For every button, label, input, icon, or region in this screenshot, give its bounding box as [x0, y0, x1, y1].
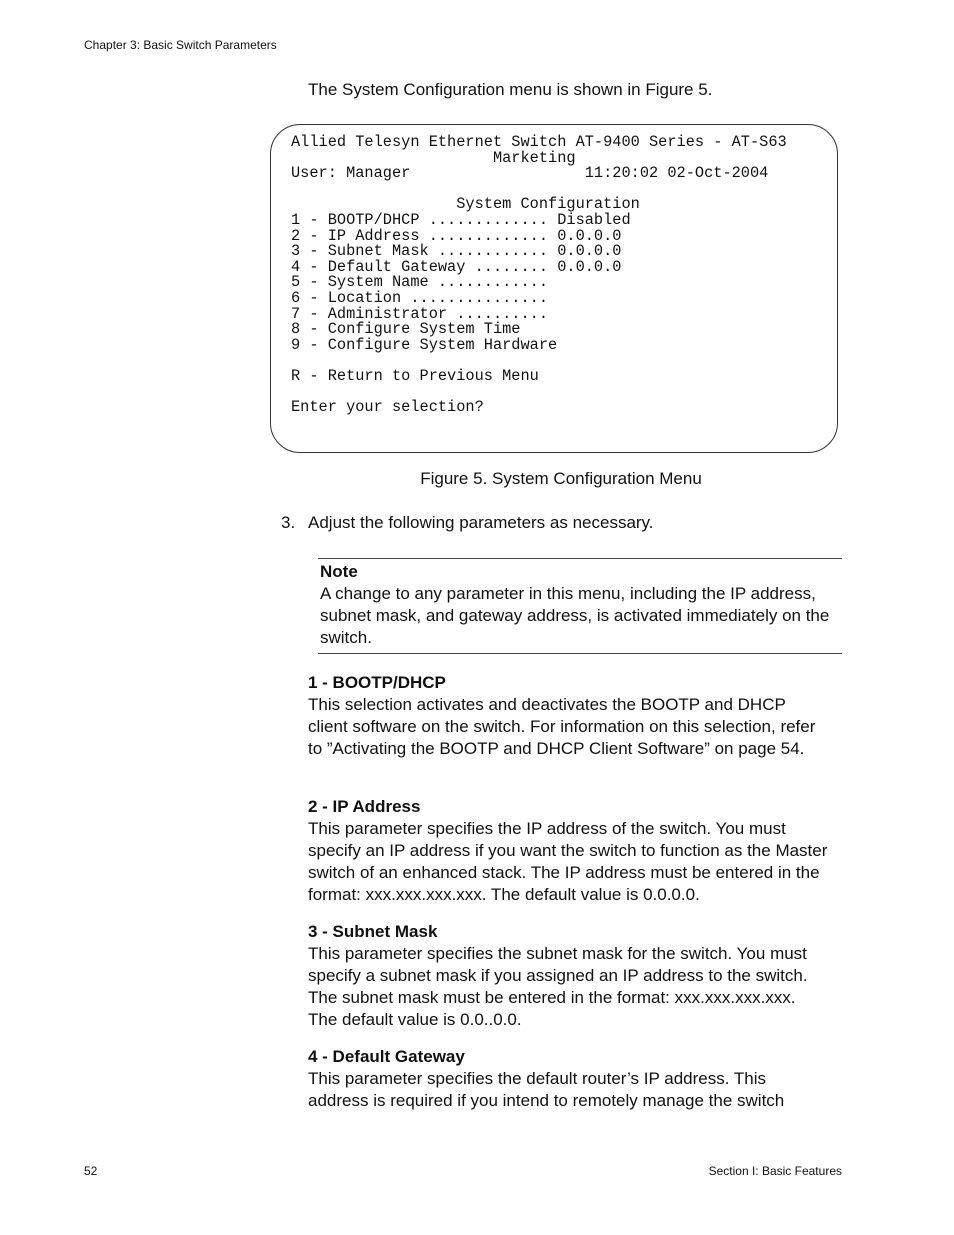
terminal-line: R - Return to Previous Menu: [291, 366, 539, 385]
step-number: 3.: [281, 513, 296, 532]
section-text: This parameter specifies the default router’s IP address. This address is required if you intend to remotely manage the switch: [308, 1069, 785, 1110]
terminal-line: Allied Telesyn Ethernet Switch AT-9400 Series - AT-S63: [291, 133, 787, 151]
section-ip-address: [308, 796, 828, 906]
figure-caption: Figure 5. System Configuration Menu: [420, 469, 702, 488]
running-header: Chapter 3: Basic Switch Parameters: [84, 38, 277, 52]
terminal-line: 1 - BOOTP/DHCP ............. Disabled: [291, 210, 631, 229]
section-text: This parameter specifies the IP address of the switch. You must specify an IP address if you want the switch to function as the Master switch of an enhanced stack. The IP address must be entered in the format: xxx.xxx.xxx.xxx. The default value is 0.0.0.0.: [308, 819, 828, 904]
section-subnet-mask: [308, 921, 828, 1031]
note-box: [318, 558, 842, 654]
terminal-line: System Configuration: [291, 195, 640, 214]
step-text: Adjust the following parameters as necessary.: [308, 513, 654, 532]
terminal-line: 7 - Administrator ..........: [291, 304, 549, 323]
section-title: 2 - IP Address: [308, 797, 421, 816]
terminal-line: 3 - Subnet Mask ............ 0.0.0.0: [291, 242, 622, 261]
page-number: 52: [84, 1164, 98, 1178]
step-3: [281, 513, 654, 533]
terminal-line: 9 - Configure System Hardware: [291, 335, 558, 354]
section-text: This selection activates and deactivates the BOOTP and DHCP client software on the switch. For information on this selection, refer to ”Activating the BOOTP and DHCP Client Software” on page 54.: [308, 695, 816, 758]
section-bootp-dhcp: [308, 672, 828, 760]
section-title: 4 - Default Gateway: [308, 1047, 465, 1066]
section-title: 1 - BOOTP/DHCP: [308, 673, 446, 692]
section-text: This parameter specifies the subnet mask for the switch. You must specify a subnet mask if you assigned an IP address to the switch. The subnet mask must be entered in the format: xxx.xxx.xxx.xxx. The default value is 0.0..0.0.: [308, 944, 808, 1029]
note-title: Note: [320, 562, 358, 581]
section-default-gateway: [308, 1046, 828, 1112]
terminal-line: Marketing: [291, 148, 576, 167]
running-footer: Section I: Basic Features: [708, 1164, 842, 1178]
terminal-line: 8 - Configure System Time: [291, 320, 521, 339]
terminal-line: Enter your selection?: [291, 398, 484, 417]
terminal-line: 2 - IP Address ............. 0.0.0.0: [291, 226, 622, 245]
terminal-line: 4 - Default Gateway ........ 0.0.0.0: [291, 257, 622, 276]
terminal-text: [291, 135, 787, 416]
note-text: A change to any parameter in this menu, including the IP address, subnet mask, and gateway address, is activated immediately on the switch.: [320, 584, 830, 647]
terminal-screen: [270, 124, 838, 453]
terminal-line: 5 - System Name ............: [291, 273, 549, 292]
section-title: 3 - Subnet Mask: [308, 922, 438, 941]
terminal-line: 6 - Location ...............: [291, 288, 549, 307]
intro-text: The System Configuration menu is shown in Figure 5.: [308, 80, 713, 99]
terminal-line: User: Manager 11:20:02 02-Oct-2004: [291, 164, 769, 183]
